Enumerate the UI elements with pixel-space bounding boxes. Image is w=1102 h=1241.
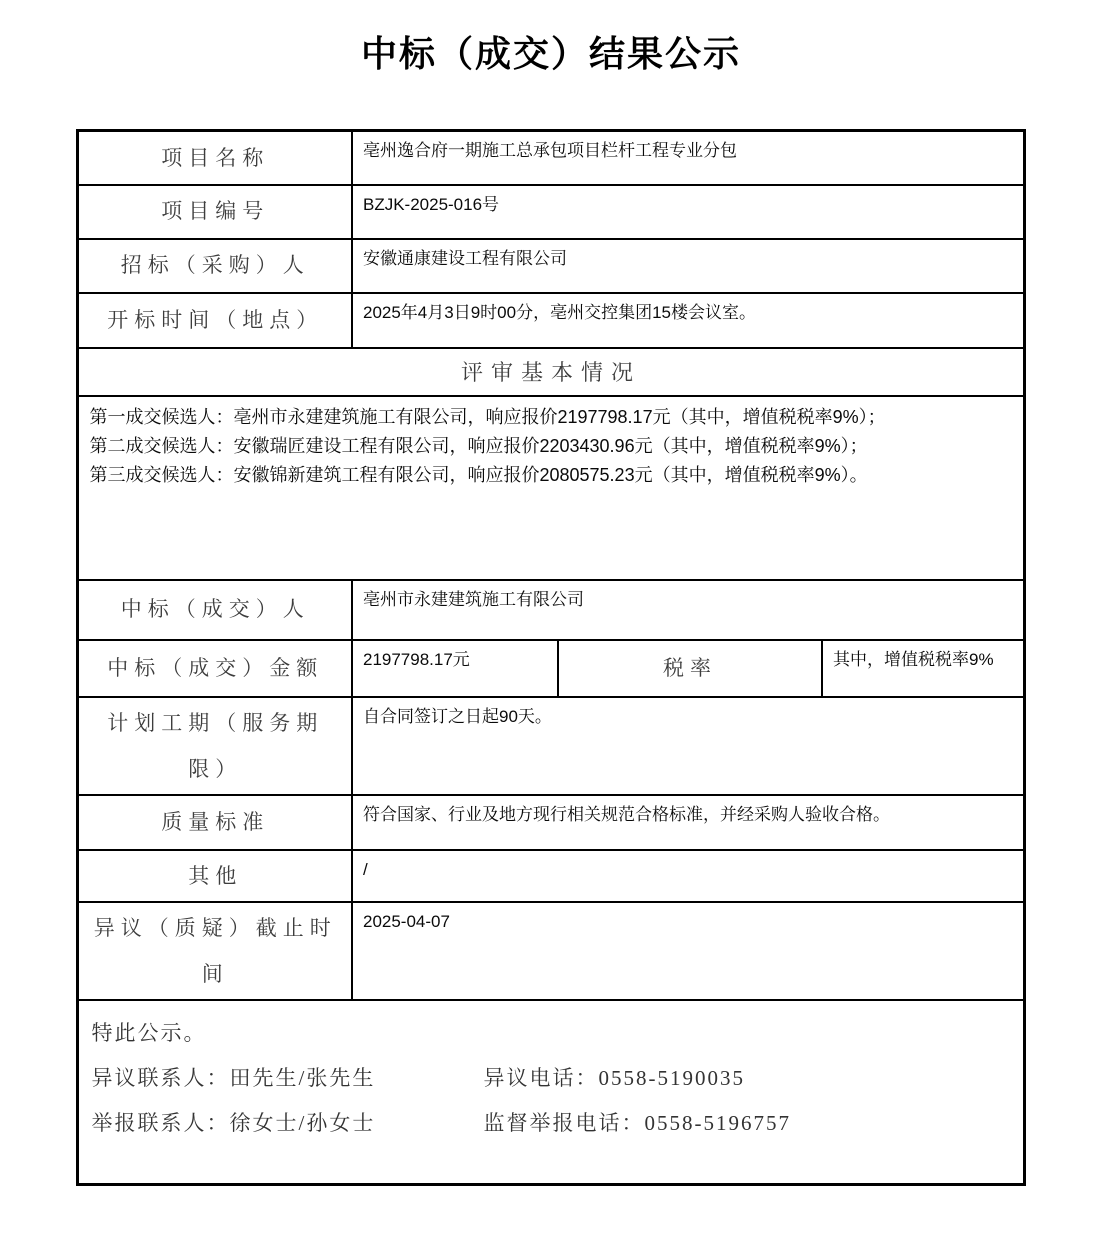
review-candidates-cell [78,396,1024,580]
table-row [78,131,1024,185]
project-number-label: 项目编号 [78,185,352,239]
objection-phone-label: 异议电话： [483,1066,599,1091]
candidate-line-3: 第三成交候选人：安徽锦新建筑工程有限公司，响应报价2080575.23元（其中，增值税税率9%）。 [89,464,868,485]
review-header-row [78,348,1024,396]
review-section-header: 评审基本情况 [78,348,1024,396]
table-row [78,697,1024,795]
table-row [78,580,1024,640]
table-row [78,239,1024,293]
table-row [78,850,1024,902]
winner-label: 中标（成交）人 [78,580,352,640]
project-name-label: 项目名称 [78,131,352,185]
objection-contact-label: 异议联系人： [91,1066,230,1091]
objection-deadline-label: 异议（质疑）截止时间 [78,902,352,1000]
project-name-value: 亳州逸合府一期施工总承包项目栏杆工程专业分包 [352,131,1024,185]
table-row [78,902,1024,1000]
work-period-value: 自合同签订之日起90天。 [352,697,1024,795]
amount-value: 2197798.17元 [352,640,558,697]
project-number-value: BZJK-2025-016号 [352,185,1024,239]
amount-label: 中标（成交）金额 [78,640,352,697]
objection-deadline-value: 2025-04-07 [352,902,1024,1000]
objection-phone [483,1066,745,1090]
other-value: / [352,850,1024,902]
report-contact-value: 徐女士/孙女士 [229,1111,376,1136]
report-phone [483,1111,791,1135]
purchaser-label: 招标（采购）人 [78,239,352,293]
quality-standard-label: 质量标准 [78,795,352,850]
review-body-row [78,396,1024,580]
other-label: 其他 [78,850,352,902]
result-notice-table [76,129,1025,1186]
report-phone-value: 0558-5196757 [644,1111,791,1136]
tax-rate-label: 税率 [558,640,822,697]
objection-phone-value: 0558-5190035 [598,1066,745,1091]
objection-contact-value: 田先生/张先生 [229,1066,376,1091]
report-phone-label: 监督举报电话： [483,1111,645,1136]
candidate-line-1: 第一成交候选人：亳州市永建建筑施工有限公司，响应报价2197798.17元（其中，增值税税率9%）； [89,406,886,427]
bid-opening-value: 2025年4月3日9时00分，亳州交控集团15楼会议室。 [352,293,1024,348]
purchaser-value: 安徽通康建设工程有限公司 [352,239,1024,293]
report-contact-line [91,1101,1010,1146]
objection-contact-line [91,1056,1010,1101]
candidate-line-2: 第二成交候选人：安徽瑞匠建设工程有限公司，响应报价2203430.96元（其中，增值税税率9%）； [89,435,868,456]
page-title: 中标（成交）结果公示 [360,34,741,74]
tax-rate-value: 其中，增值税税率9% [822,640,1024,697]
objection-contact [91,1056,483,1101]
quality-standard-value: 符合国家、行业及地方现行相关规范合格标准，并经采购人验收合格。 [352,795,1024,850]
work-period-label: 计划工期（服务期限） [78,697,352,795]
footer-row [78,1000,1024,1184]
table-row [78,640,1024,697]
report-contact [91,1101,483,1146]
notice-statement: 特此公示。 [91,1021,207,1046]
bid-opening-label: 开标时间（地点） [78,293,352,348]
report-contact-label: 举报联系人： [91,1111,230,1136]
table-row [78,293,1024,348]
table-row [78,795,1024,850]
footer-cell [78,1000,1024,1184]
winner-value: 亳州市永建建筑施工有限公司 [352,580,1024,640]
table-row [78,185,1024,239]
